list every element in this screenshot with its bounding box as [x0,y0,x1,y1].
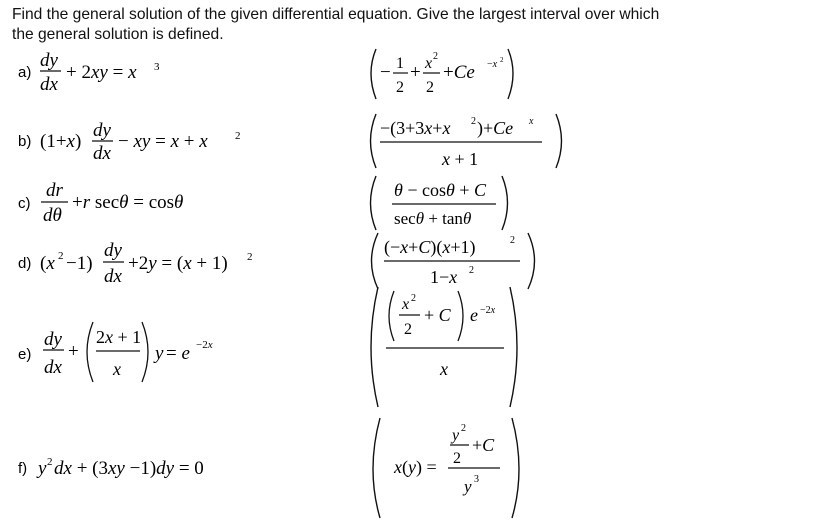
problem-d-label: d) [18,255,32,272]
svg-text:3: 3 [154,61,160,73]
svg-text:−2x: −2x [196,339,213,351]
svg-text:2: 2 [396,79,404,96]
svg-text:2: 2 [510,235,515,246]
problem-f-equation [16,452,256,486]
svg-text:(1+x): (1+x) [40,131,82,152]
svg-text:= e: = e [166,343,190,364]
svg-text:(x: (x [40,253,55,274]
svg-text:+C: +C [472,435,495,455]
svg-text:x(y) =: x(y) = [394,457,437,477]
svg-text:2x + 1: 2x + 1 [96,327,142,347]
answer-a [364,45,564,110]
svg-text:x + 1: x + 1 [442,149,479,169]
svg-text:1: 1 [396,55,404,72]
instructions-line-1: Find the general solution of the given differential equation. Give the largest interval over which [12,6,660,23]
svg-text:−: − [380,62,391,83]
problem-a-equation [16,44,216,100]
problem-c [16,174,236,234]
svg-text:2: 2 [471,116,476,127]
svg-text:+ C: + C [424,305,451,325]
svg-text:x: x [440,359,448,379]
svg-text:x: x [402,296,410,313]
svg-text:dy: dy [93,120,111,141]
problem-e [16,318,256,392]
problem-d-equation [16,234,276,294]
svg-text:secθ + tanθ: secθ + tanθ [394,209,472,228]
svg-text:2: 2 [469,265,474,276]
svg-text:dx: dx [104,266,122,287]
problem-a [16,44,216,104]
svg-text:+: + [410,62,421,83]
svg-text:2: 2 [433,51,438,62]
svg-text:dy: dy [44,329,62,350]
svg-text:x: x [425,55,433,72]
svg-text:2: 2 [58,250,64,262]
problem-e-equation [16,318,256,388]
svg-text:(−x+C)(x+1): (−x+C)(x+1) [384,237,476,257]
svg-text:+Ce: +Ce [443,62,475,83]
problem-c-label: c) [18,195,31,212]
svg-text:3: 3 [474,474,479,485]
instructions-line-2: the general solution is defined. [12,26,224,43]
svg-text:x: x [113,359,121,379]
svg-text:−(3+3x+x: −(3+3x+x [380,118,451,138]
problem-a-label: a) [18,64,32,81]
answer-b [364,108,584,179]
svg-text:+2y = (x + 1): +2y = (x + 1) [128,253,228,274]
svg-text:+ 2xy = x: + 2xy = x [66,62,137,83]
answer-f [364,414,534,524]
svg-text:θ − cosθ + C: θ − cosθ + C [394,180,487,200]
svg-text:2: 2 [426,79,434,96]
svg-text:e: e [470,305,478,325]
svg-text:− xy = x + x: − xy = x + x [118,131,208,152]
problem-b-equation [16,112,276,168]
answer-e [364,283,534,416]
svg-text:2: 2 [500,56,504,64]
svg-text:x: x [529,116,534,127]
problem-d [16,234,276,298]
svg-text:y: y [38,458,47,479]
svg-text:dx: dx [93,143,111,164]
svg-text:dθ: dθ [43,205,62,226]
problem-c-equation [16,174,236,230]
svg-text:dy: dy [104,240,122,261]
svg-text:−x: −x [487,59,498,70]
svg-text:dx: dx [44,357,62,378]
svg-text:2: 2 [235,130,241,142]
svg-text:dy: dy [40,50,58,71]
svg-text:1−x: 1−x [430,267,458,287]
svg-text:y: y [452,427,460,444]
svg-text:−1): −1) [66,253,93,274]
problem-b-label: b) [18,133,32,150]
svg-text:2: 2 [404,321,412,338]
svg-text:)+Ce: )+Ce [477,118,514,138]
svg-text:y: y [464,477,472,496]
svg-text:y: y [155,343,164,364]
svg-text:2: 2 [411,293,416,304]
svg-text:2: 2 [247,251,253,263]
svg-text:2: 2 [47,456,53,468]
problem-b [16,112,276,172]
instructions [12,5,817,45]
problem-e-label: e) [18,346,32,363]
svg-text:dr: dr [46,180,63,201]
svg-text:dx: dx [40,74,58,95]
svg-text:−2x: −2x [480,305,496,316]
svg-text:2: 2 [453,450,461,467]
svg-text:2: 2 [461,423,466,434]
svg-text:+: + [68,341,79,362]
svg-text:dx + (3xy −1)dy = 0: dx + (3xy −1)dy = 0 [54,458,204,479]
problem-f [16,452,256,490]
svg-text:+r secθ = cosθ: +r secθ = cosθ [72,192,184,213]
problem-f-label: f) [18,460,28,477]
